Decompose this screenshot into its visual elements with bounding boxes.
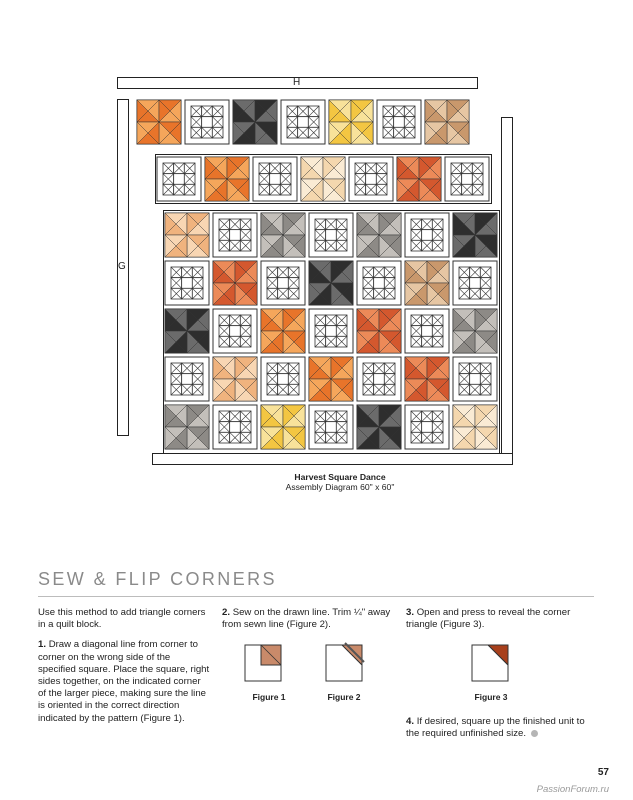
main-row-5-block-2 <box>213 405 257 449</box>
diagram-subtitle: Assembly Diagram 60" x 60" <box>285 482 395 492</box>
main-row-2-block-4 <box>309 261 353 305</box>
main-row-5-block-5 <box>357 405 401 449</box>
column-3 <box>406 607 586 639</box>
main-row-4-block-6 <box>405 357 449 401</box>
column-2 <box>222 607 397 639</box>
main-row-5-block-3 <box>261 405 305 449</box>
main-row-1-block-6 <box>405 213 449 257</box>
main-row-4-block-4 <box>309 357 353 401</box>
main-row-3-block-1 <box>165 309 209 353</box>
second-row-block-7 <box>445 157 489 201</box>
main-row-4-block-1 <box>165 357 209 401</box>
main-row-3-block-3 <box>261 309 305 353</box>
intro-text: Use this method to add triangle corners in a quilt block. <box>38 607 206 631</box>
step-2-number: 2. <box>222 607 231 618</box>
column-1 <box>38 607 210 733</box>
step-4 <box>406 716 586 740</box>
main-row-5-block-4 <box>309 405 353 449</box>
main-row-3-block-5 <box>357 309 401 353</box>
step-1-number: 1. <box>38 639 47 651</box>
figure-2-label: Figure 2 <box>327 692 361 702</box>
main-row-3-block-7 <box>453 309 497 353</box>
step-3-text: Open and press to reveal the corner triangle (Figure 3). <box>406 607 571 631</box>
end-dot-icon <box>531 730 538 737</box>
diagram-title: Harvest Square Dance <box>294 472 386 482</box>
main-row-3-block-6 <box>405 309 449 353</box>
main-row-4-block-7 <box>453 357 497 401</box>
second-row-block-3 <box>253 157 297 201</box>
step-1 <box>38 639 210 724</box>
main-row-1-block-3 <box>261 213 305 257</box>
main-row-2-block-7 <box>453 261 497 305</box>
step-2 <box>222 607 397 631</box>
main-row-4-block-3 <box>261 357 305 401</box>
step-4-text: If desired, square up the finished unit to the required unfinished size. <box>406 716 585 740</box>
section-title: SEW & FLIP CORNERS <box>38 569 277 589</box>
main-row-1-block-1 <box>165 213 209 257</box>
step-1-text: Draw a diagonal line from corner to corner on the wrong side of the specified square. Place the square, right sides together, on the indicated corner of the larger piece, making sure the line is oriented in the correct direction indicated by the pattern (Figure 1). <box>38 639 210 724</box>
main-row-4-block-2 <box>213 357 257 401</box>
top-row-block-1 <box>137 100 181 144</box>
main-row-2-block-3 <box>261 261 305 305</box>
main-row-1-block-5 <box>357 213 401 257</box>
figure-3-illustration <box>471 644 511 684</box>
h-label: H <box>293 77 301 88</box>
main-row-1-block-7 <box>453 213 497 257</box>
top-row-block-6 <box>377 100 421 144</box>
figure-3-label: Figure 3 <box>474 692 508 702</box>
main-row-2-block-6 <box>405 261 449 305</box>
main-row-2-block-5 <box>357 261 401 305</box>
second-row-block-4 <box>301 157 345 201</box>
second-row-block-6 <box>397 157 441 201</box>
step-3-number: 3. <box>406 607 415 618</box>
top-row-block-4 <box>281 100 325 144</box>
figure-1-illustration <box>244 644 284 684</box>
main-row-3-block-2 <box>213 309 257 353</box>
second-row-block-2 <box>205 157 249 201</box>
top-row-block-2 <box>185 100 229 144</box>
site-watermark: PassionForum.ru <box>536 784 609 795</box>
figure-2-illustration <box>324 642 366 684</box>
main-row-5-block-7 <box>453 405 497 449</box>
top-row-block-7 <box>425 100 469 144</box>
main-row-2-block-2 <box>213 261 257 305</box>
top-row-block-5 <box>329 100 373 144</box>
top-row-block-3 <box>233 100 277 144</box>
second-row-block-5 <box>349 157 393 201</box>
second-row-block-1 <box>157 157 201 201</box>
main-row-1-block-4 <box>309 213 353 257</box>
step-4-number: 4. <box>406 716 415 727</box>
section-divider <box>38 596 594 597</box>
step-3 <box>406 607 586 631</box>
main-row-3-block-4 <box>309 309 353 353</box>
main-row-2-block-1 <box>165 261 209 305</box>
page-number: 57 <box>597 767 609 778</box>
main-row-5-block-1 <box>165 405 209 449</box>
step-2-text: Sew on the drawn line. Trim ¼" away from sewn line (Figure 2). <box>222 607 391 631</box>
main-row-5-block-6 <box>405 405 449 449</box>
figure-1-label: Figure 1 <box>252 692 286 702</box>
g-label: G <box>118 261 126 272</box>
main-row-1-block-2 <box>213 213 257 257</box>
main-row-4-block-5 <box>357 357 401 401</box>
